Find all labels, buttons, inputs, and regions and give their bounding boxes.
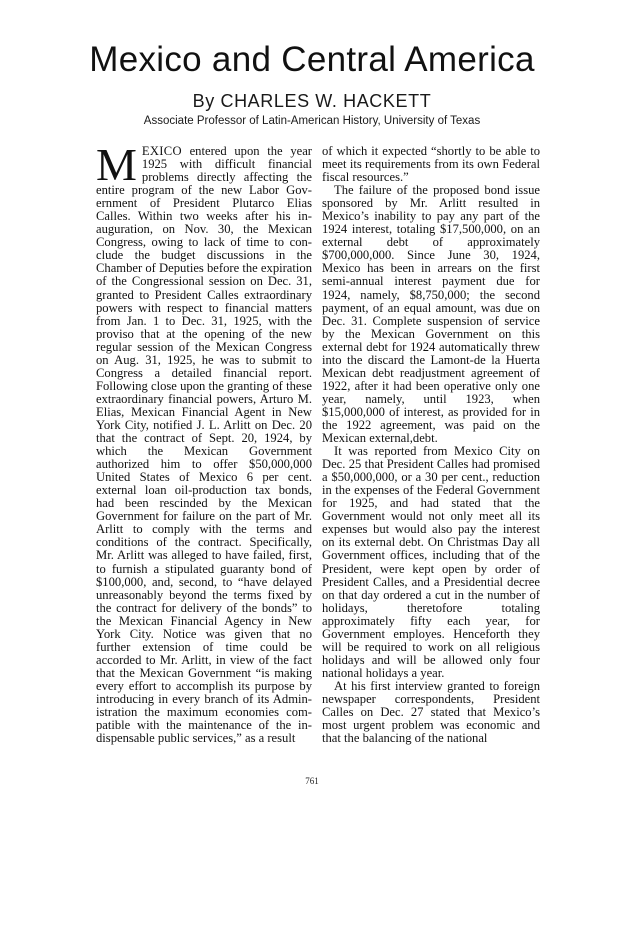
author-byline: By CHARLES W. HACKETT bbox=[192, 91, 432, 111]
article-paragraph: It was reported from Mexico City on Dec. 25 that President Calles had promised a $50,000,000, or a 30 per cent., reduction in the expenses of the Federal Government for 1925, and had stated that the Government would not only meet all its expenses but would also pay the interest on its external debt. On Christmas Day all Government offices, including that of the President, were kept open by order of President Calles, and a Presidential decree on that day ordered a cut in the number of holidays, theretofore totaling approximately fifty each year, for Government employes. Henceforth they will be required to work on all religious holidays and will be allowed only four national holidays a year. bbox=[322, 444, 540, 680]
article-column-left bbox=[96, 139, 312, 746]
article-paragraph-continued: of which it expected “shortly to be able to meet its requirements from its own Federal fiscal resources.” bbox=[322, 144, 540, 185]
article-paragraph bbox=[96, 139, 312, 746]
article-paragraph: At his first interview granted to foreign newspaper correspondents, President Calles on Dec. 27 stated that Mexico’s most urgent problem was economic and that the balancing of the national bbox=[322, 678, 540, 746]
article-paragraph: The failure of the proposed bond issue sponsored by Mr. Arlitt resulted in Mexico’s inability to pay any part of the 1924 interest, totaling $17,500,000, on an external debt of approximately $700,000,000. Since June 30, 1924, Mexico has been in arrears on the first semi-annual interest payment due for 1924, namely, $8,750,000; the second payment, of an equal amount, was due on Dec. 31. Complete suspension of service by the Mexican Government on this external debt for 1924 automatically threw into the discard the Lamont-de la Huerta Mexican debt readjustment agreement of 1922, after it had been operative only one year, namely, until 1923, when $15,000,000 of interest, as provided for in the 1922 agreement, was paid on the Mexican external,debt. bbox=[322, 183, 540, 446]
lead-word: EXICO bbox=[141, 144, 182, 158]
article-title: Mexico and Central America bbox=[89, 40, 535, 79]
paragraph-text: entered upon the year 1925 with difficult financial problems directly affecting the entire program of the new Labor Government of President Plutarco Elias Calles. Within two weeks after his inauguration, on Nov. 30, the Mexican Congress, owing to lack of time to conclude the budget discussions in the Chamber of Deputies before the expiration of the Congressional session on Dec. 31, granted to President Calles extraordinary powers with respect to financial matters from Jan. 1 to Dec. 31, 1925, with the proviso that at the opening of the new regular session of the Mexican Congress on Aug. 31, 1925, he was to submit to Congress a detailed financial report. Following close upon the granting of these extraordinary financial powers, Arturo M. Elias, Mexican Financial Agent in New York City, notified J. L. Arlitt on Dec. 20 that the contract of Sept. 20, 1924, by which the Mexican Government authorized him to offer $50,000,000 United States of Mexico 6 per cent. external loan oil-production tax bonds, had been rescinded by the Mexican Government for failure on the part of Mr. Arlitt to comply with the terms and conditions of the contract. Specifically, Mr. Arlitt was alleged to have failed, first, to furnish a stipulated guaranty bond of $100,000, and, second, to “have delayed unreasonably beyond the terms fixed by the contract for delivery of the bonds” to the Mexican Financial Agency in New York City. Notice was given that no further extension of time could be accorded to Mr. Arlitt, in view of the fact that the Mexican Government “is making every effort to accomplish its purpose by introducing in every branch of its Administration the maximum economies compatible with the maintenance of the indispensable public services,” as a result bbox=[96, 144, 312, 746]
author-affiliation: Associate Professor of Latin-American History, University of Texas bbox=[143, 115, 481, 127]
drop-cap: M bbox=[96, 139, 137, 190]
article-column-right bbox=[322, 145, 540, 745]
page-number: 761 bbox=[305, 776, 319, 786]
